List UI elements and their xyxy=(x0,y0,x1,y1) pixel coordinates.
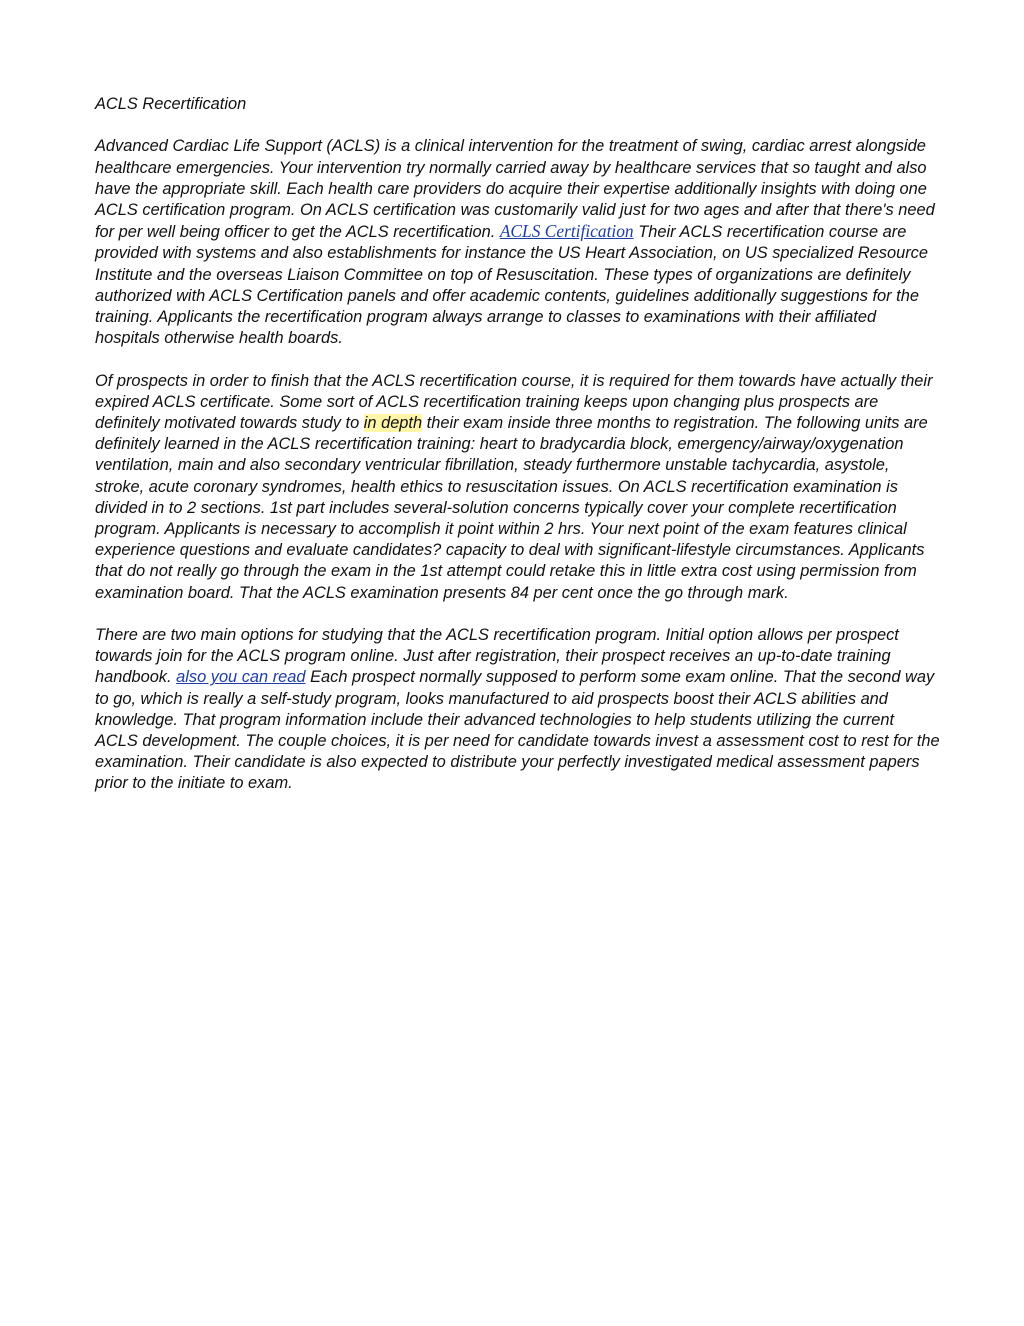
paragraph-1-text-a: Advanced Cardiac Life Support (ACLS) is a clinical intervention for the treatment of swing, cardiac arrest alongside healthcare emergencies. Your intervention try normally carried away by healthcare services that so taught and also have the appropriate skill. Each health care providers do acquire their expertise additionally insights with doing one ACLS certification program. On ACLS certification was customarily valid just for two ages and after that there's need for per well being officer to get the ACLS recertification. xyxy=(95,137,935,242)
paragraph-2-text-a: Of prospects in order to finish that the ACLS recertification course, it is required for them towards have actually their expired ACLS certificate. Some sort of ACLS recertification training keeps upon changing plus prospects are definitely motivated towards study to xyxy=(95,371,933,433)
paragraph-2 xyxy=(95,371,940,604)
document-page xyxy=(95,94,940,816)
paragraph-3 xyxy=(95,625,940,795)
also-you-can-read-link[interactable]: also you can read xyxy=(176,668,306,687)
paragraph-2-text-b: their exam inside three months to registration. The following units are definitely learned in the ACLS recertification training: heart to bradycardia block, emergency/airway/oxygenation ventilation, main and also secondary ventricular fibrillation, steady furthermore unstable tachycardia, asystole, stroke, acute coronary syndromes, health ethics to resuscitation issues. On ACLS recertification examination is divided in to 2 sections. 1st part includes several-solution concerns typically cover your complete recertification program. Applicants is necessary to accomplish it point within 2 hrs. Your next point of the exam features clinical experience questions and evaluate candidates? capacity to deal with significant-lifestyle circumstances. Applicants that do not really go through the exam in the 1st attempt could retake this in little extra cost using permission from examination board. That the ACLS examination presents 84 per cent once the go through mark. xyxy=(95,414,928,602)
acls-certification-link[interactable]: ACLS Certification xyxy=(499,221,634,242)
highlighted-text: in depth xyxy=(363,414,423,433)
paragraph-3-text-b: Each prospect normally supposed to perform some exam online. That the second way to go, which is really a self-study program, looks manufactured to aid prospects boost their ACLS abilities and knowledge. That program information include their advanced technologies to help students utilizing the current ACLS development. The couple choices, it is per need for candidate towards invest a assessment cost to rest for the examination. Their candidate is also expected to distribute your perfectly investigated medical assessment papers prior to the initiate to exam. xyxy=(95,668,940,793)
paragraph-1 xyxy=(95,136,940,349)
paragraph-1-text-b: Their ACLS recertification course are provided with systems and also establishments for instance the US Heart Association, on US specialized Resource Institute and the overseas Liaison Committee on top of Resuscitation. These types of organizations are definitely authorized with ACLS Certification panels and offer academic contents, guidelines additionally suggestions for the training. Applicants the recertification program always arrange to classes to examinations with their affiliated hospitals otherwise health boards. xyxy=(95,223,928,348)
document-title: ACLS Recertification xyxy=(95,95,247,113)
paragraph-3-text-a: There are two main options for studying that the ACLS recertification program. Initial option allows per prospect towards join for the ACLS program online. Just after registration, their prospect receives an up-to-date training handbook. xyxy=(95,626,899,687)
